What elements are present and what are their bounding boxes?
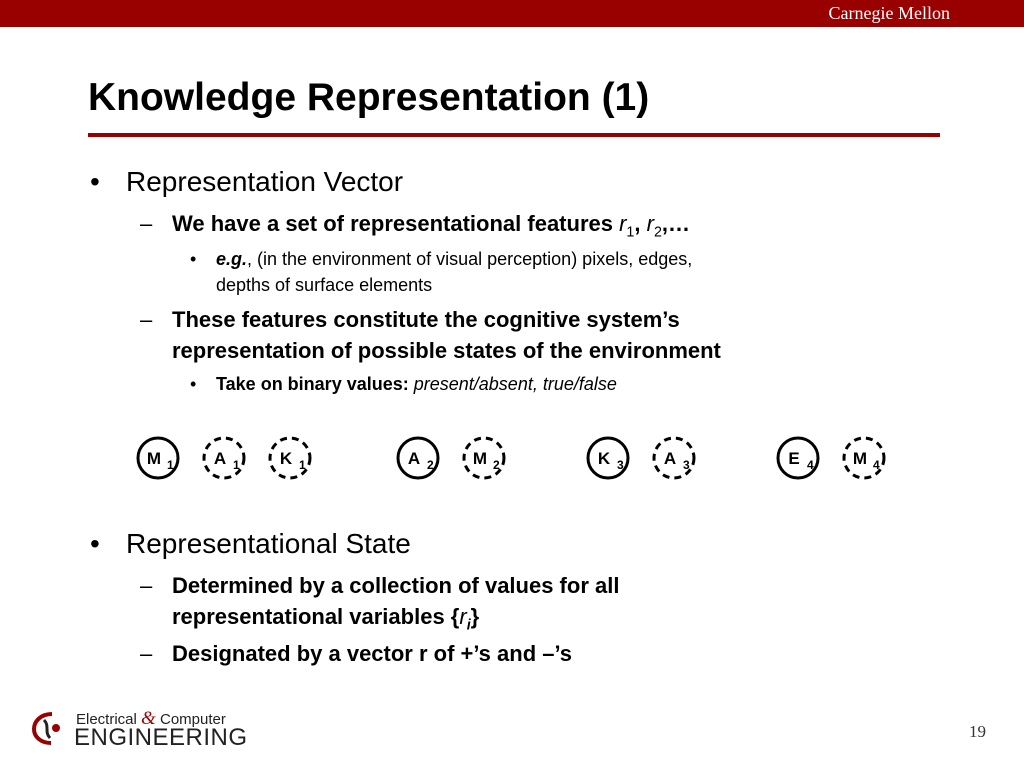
feature-node-A2 bbox=[398, 438, 438, 478]
logo-line-2: ENGINEERING bbox=[74, 724, 248, 751]
bullet-marker: • bbox=[190, 249, 197, 269]
example-text: e.g., (in the environment of visual perception) pixels, edges, depths of surface elements bbox=[216, 249, 693, 295]
node-subscript: 1 bbox=[167, 458, 174, 472]
constitute-text: These features constitute the cognitive system’s representation of possible states of the environment bbox=[172, 307, 721, 363]
page-number: 19 bbox=[969, 722, 986, 741]
feature-node-K1 bbox=[270, 438, 310, 478]
node-letter: K bbox=[279, 449, 293, 468]
node-subscript: 3 bbox=[683, 458, 690, 472]
node-letter: M bbox=[852, 449, 868, 468]
node-letter: M bbox=[472, 449, 488, 468]
node-subscript: 1 bbox=[299, 458, 306, 472]
top-bar bbox=[0, 0, 1024, 27]
features-text: We have a set of representational features $r_1$, $r_2,\dots$ bbox=[172, 211, 691, 241]
designated-text: Designated by a vector r of +’s and –’s bbox=[172, 641, 573, 666]
binary-values-text: Take on binary values: present/absent, true/false bbox=[216, 374, 617, 394]
feature-node-M4 bbox=[844, 438, 884, 478]
node-subscript: 4 bbox=[873, 458, 880, 472]
feature-node-A3 bbox=[654, 438, 694, 478]
bullet-label: Representational State bbox=[126, 528, 411, 559]
logo-line-1: Electrical & Computer bbox=[76, 708, 226, 729]
node-subscript: 1 bbox=[233, 458, 240, 472]
feature-node-M1 bbox=[138, 438, 178, 478]
node-subscript: 4 bbox=[807, 458, 814, 472]
ece-logo bbox=[30, 708, 248, 751]
feature-node-M2 bbox=[464, 438, 504, 478]
title-divider bbox=[88, 133, 940, 137]
node-subscript: 2 bbox=[493, 458, 500, 472]
feature-node-E4 bbox=[778, 438, 818, 478]
dash-marker: – bbox=[140, 641, 153, 666]
slide-title: Knowledge Representation (1) bbox=[88, 76, 650, 119]
feature-circles-diagram bbox=[130, 428, 900, 488]
dash-marker: – bbox=[140, 211, 153, 236]
bullet-marker: • bbox=[90, 528, 100, 559]
bullet-marker: • bbox=[190, 374, 197, 394]
dash-marker: – bbox=[140, 573, 153, 598]
feature-node-K3 bbox=[588, 438, 628, 478]
university-brand: Carnegie Mellon bbox=[828, 3, 950, 23]
dash-marker: – bbox=[140, 307, 153, 332]
node-letter: M bbox=[146, 449, 162, 468]
node-letter: A bbox=[663, 449, 677, 468]
node-subscript: 3 bbox=[617, 458, 624, 472]
bullet-label: Representation Vector bbox=[126, 166, 404, 197]
node-subscript: 2 bbox=[427, 458, 434, 472]
node-letter: A bbox=[213, 449, 227, 468]
node-letter: E bbox=[788, 449, 800, 468]
feature-node-A1 bbox=[204, 438, 244, 478]
bullet-marker: • bbox=[90, 166, 100, 197]
ece-logo-mark-icon bbox=[30, 708, 70, 748]
node-letter: A bbox=[407, 449, 421, 468]
determined-text: Determined by a collection of values for all representational variables $\{r_i\}$ bbox=[172, 573, 620, 634]
node-letter: K bbox=[597, 449, 611, 468]
